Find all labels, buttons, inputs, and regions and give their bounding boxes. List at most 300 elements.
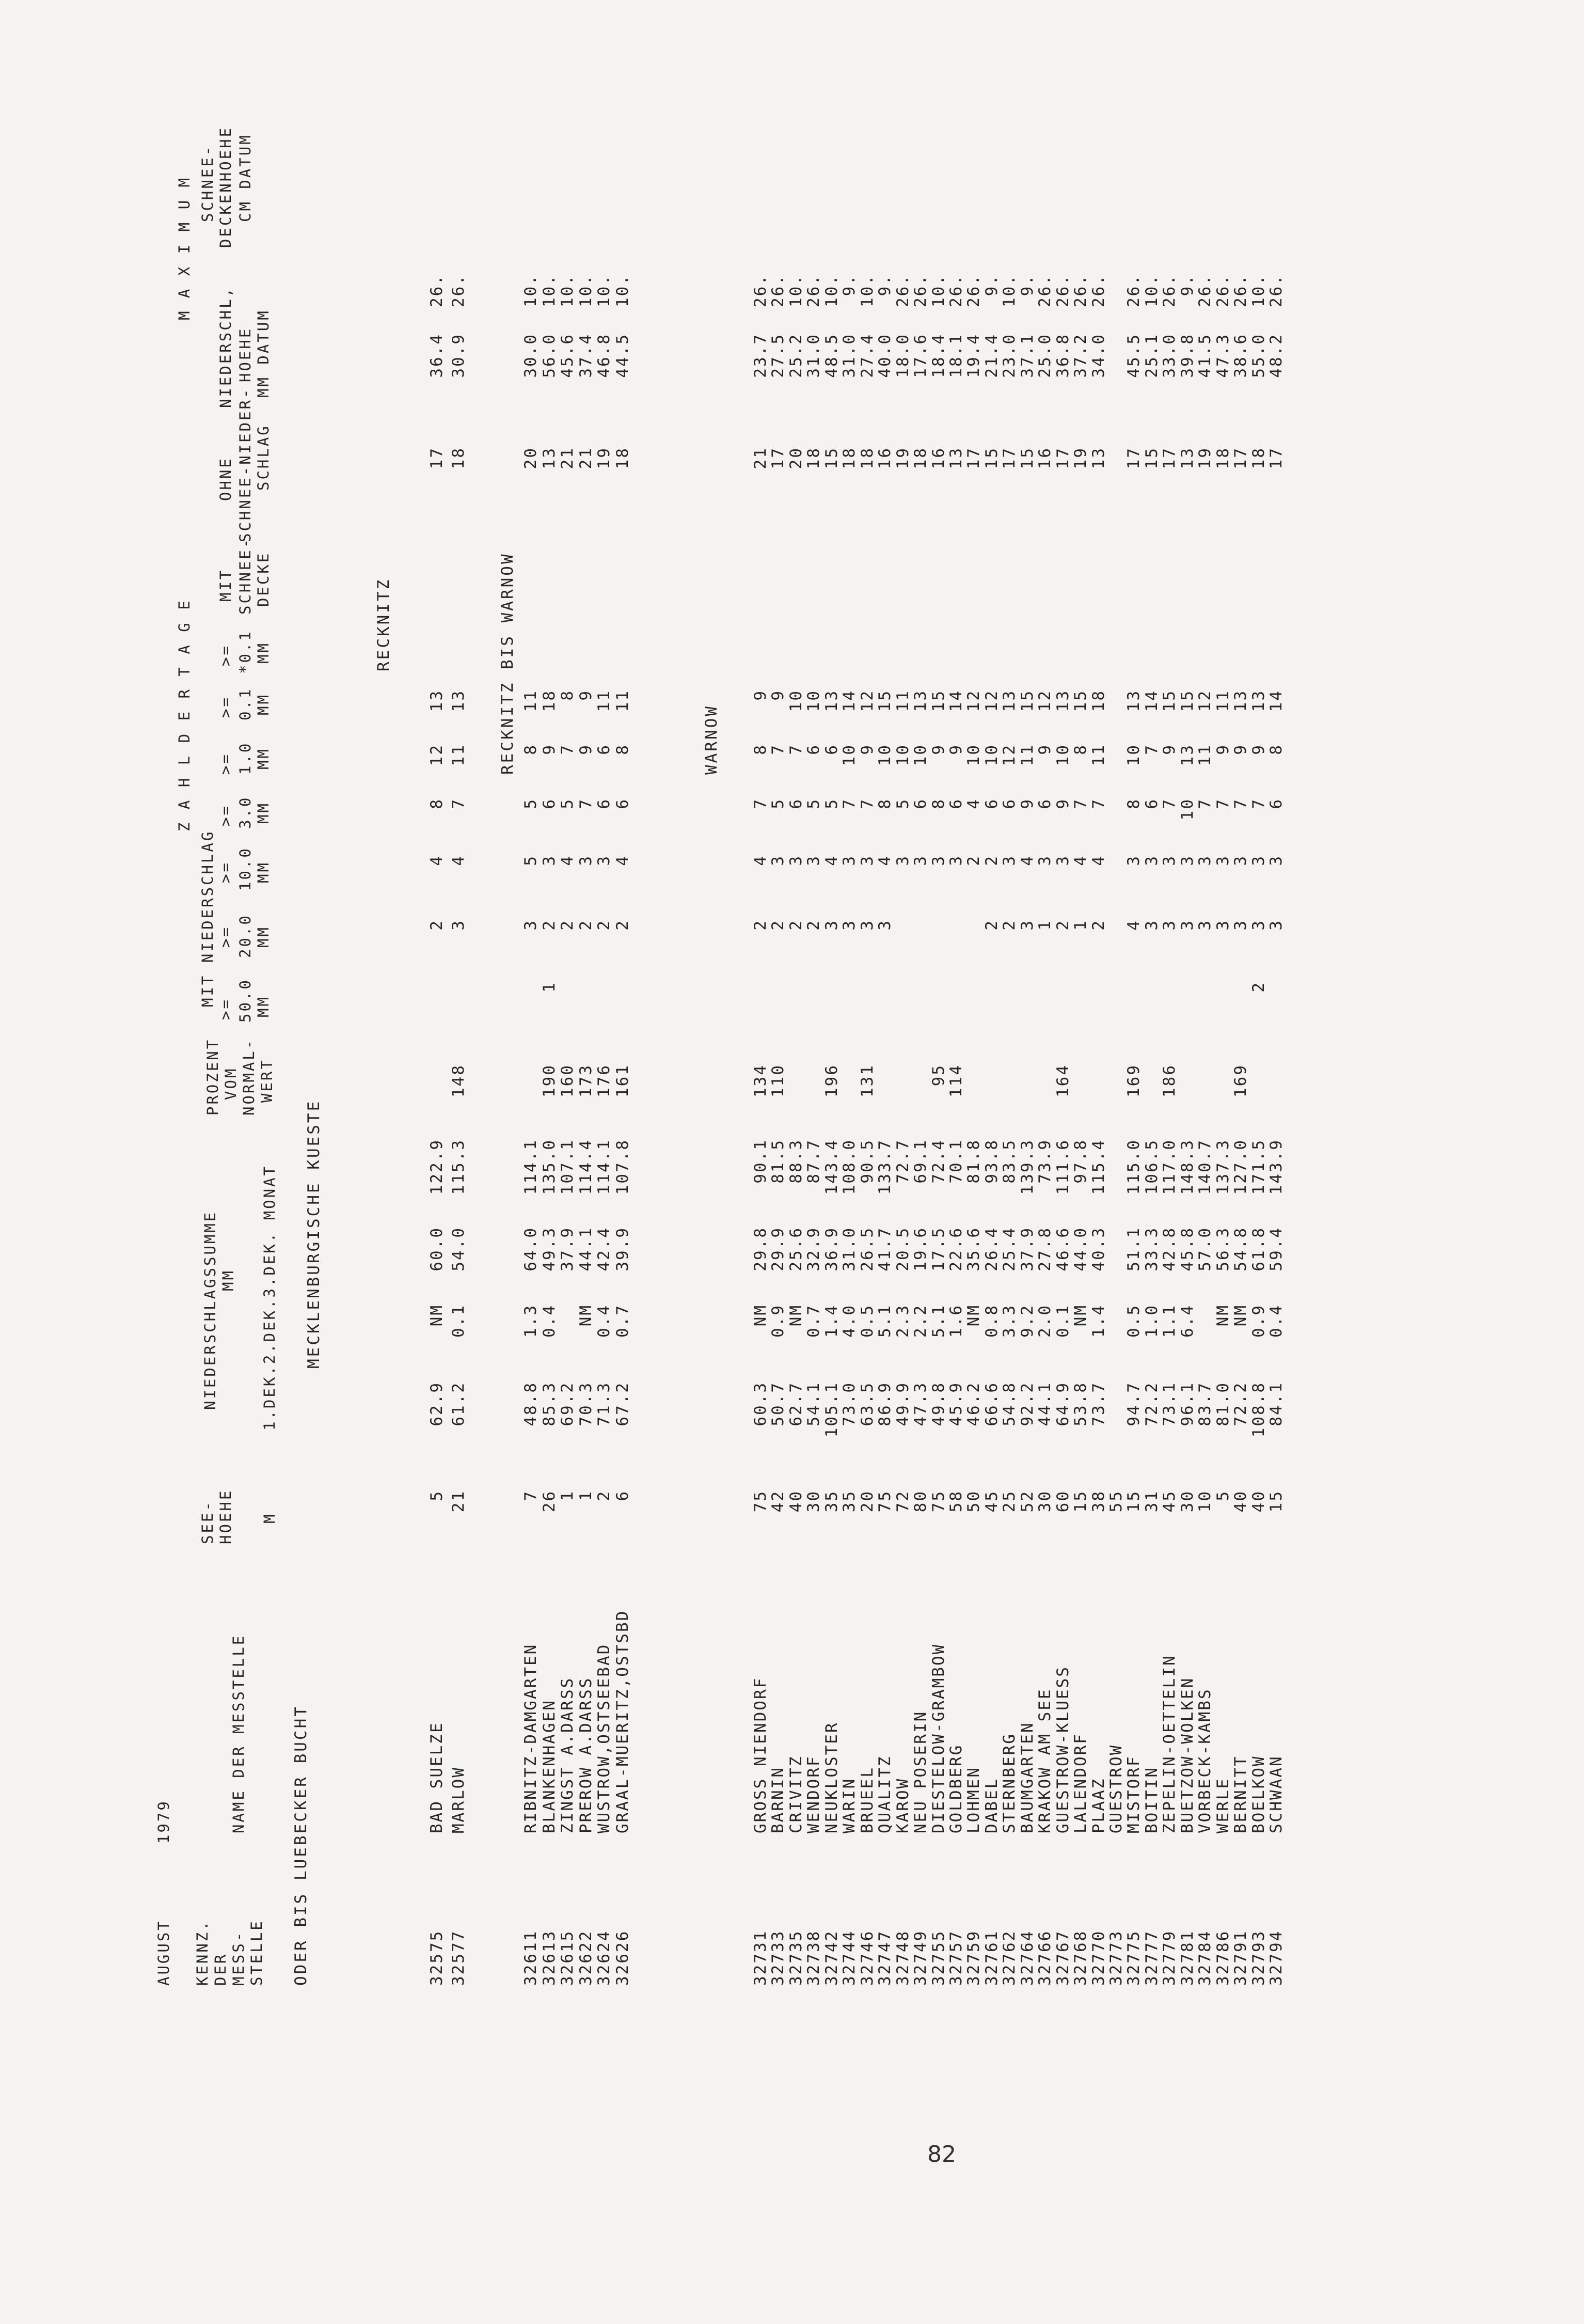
- station-datum: 10.: [540, 274, 559, 307]
- station-monat: 139.3: [1018, 1139, 1037, 1195]
- station-name: NEU POSERIN: [911, 1710, 930, 1833]
- station-hoehe: 15: [1071, 1490, 1090, 1513]
- station-d1: 83.7: [1196, 1381, 1215, 1426]
- station-ohne: 17: [1000, 447, 1019, 469]
- station-prozent: 110: [769, 1064, 788, 1097]
- station-maxmm: 45.5: [1124, 333, 1144, 378]
- station-monat: 70.1: [946, 1139, 965, 1184]
- station-prozent: 148: [449, 1064, 468, 1097]
- station-maxmm: 40.0: [876, 333, 895, 378]
- station-n01: 18: [540, 689, 559, 712]
- station-d3: 29.8: [751, 1227, 770, 1271]
- station-n10: 3: [911, 855, 930, 866]
- station-hoehe: 42: [769, 1490, 788, 1513]
- station-d2: 6.4: [1178, 1304, 1197, 1338]
- station-n1: 12: [1000, 744, 1019, 766]
- station-n10: 4: [876, 855, 895, 866]
- station-id: 32786: [1213, 1929, 1232, 1986]
- station-prozent: 160: [558, 1064, 577, 1097]
- station-name: SCHWAAN: [1267, 1755, 1286, 1833]
- station-n10: 2: [982, 855, 1001, 866]
- mit-niederschlag: MIT NIEDERSCHLAG: [199, 829, 216, 1007]
- col-kennz-3: MESS-: [230, 1930, 247, 1986]
- station-d3: 40.3: [1089, 1227, 1108, 1271]
- station-d3: 32.9: [804, 1227, 823, 1271]
- station-monat: 90.5: [858, 1139, 877, 1184]
- station-monat: 93.8: [982, 1139, 1001, 1184]
- station-n1: 10: [911, 744, 930, 766]
- station-datum: 26.: [1071, 274, 1090, 307]
- station-name: WARIN: [840, 1777, 859, 1833]
- station-monat: 135.0: [540, 1139, 559, 1195]
- station-id: 32733: [769, 1929, 788, 1986]
- station-d2: NM: [1231, 1304, 1250, 1327]
- station-n3: 6: [946, 798, 965, 809]
- station-d3: 29.9: [769, 1227, 788, 1271]
- thr-val-50: 50.0: [236, 978, 254, 1023]
- station-d1: 45.9: [946, 1381, 965, 1426]
- station-n10: 3: [1036, 855, 1055, 866]
- station-d2: 9.2: [1018, 1304, 1037, 1338]
- station-d2: 1.6: [946, 1304, 965, 1338]
- station-n1: 9: [540, 744, 559, 755]
- thr-unit-01: MM: [255, 693, 272, 715]
- station-datum: 9.: [840, 274, 859, 296]
- station-d2: 2.0: [1036, 1304, 1055, 1338]
- station-name: KRAKOW AM SEE: [1036, 1688, 1055, 1833]
- station-datum: 10.: [1142, 274, 1161, 307]
- station-n01: 11: [521, 689, 540, 712]
- station-maxmm: 36.4: [427, 333, 446, 378]
- station-maxmm: 41.5: [1196, 333, 1215, 378]
- station-maxmm: 38.6: [1231, 333, 1250, 378]
- station-datum: 26.: [1231, 274, 1250, 307]
- station-n20: 2: [786, 919, 805, 931]
- station-monat: 106.5: [1142, 1139, 1161, 1195]
- station-n1: 9: [1249, 744, 1268, 755]
- station-ohne: 16: [876, 447, 895, 469]
- station-prozent: 176: [595, 1064, 614, 1097]
- station-name: DIESTELOW-GRAMBOW: [929, 1643, 948, 1833]
- station-n20: 1: [1036, 919, 1055, 931]
- station-n3: 7: [1071, 798, 1090, 809]
- col-kennz-1: KENNZ.: [194, 1919, 211, 1986]
- station-maxmm: 21.4: [982, 333, 1001, 378]
- station-n20: 3: [1249, 919, 1268, 931]
- station-d3: 20.5: [893, 1227, 912, 1271]
- station-ohne: 17: [427, 447, 446, 469]
- station-n3: 6: [595, 798, 614, 809]
- station-prozent: 169: [1124, 1064, 1144, 1097]
- station-id: 32773: [1107, 1929, 1126, 1986]
- station-n3: 8: [876, 798, 895, 809]
- station-n01: 11: [595, 689, 614, 712]
- station-n3: 10: [1178, 798, 1197, 821]
- thr-val-01: 0.1: [236, 687, 254, 720]
- station-ohne: 19: [1196, 447, 1215, 469]
- station-name: RIBNITZ-DAMGARTEN: [521, 1643, 540, 1833]
- station-maxmm: 33.0: [1160, 333, 1179, 378]
- station-id: 32770: [1089, 1929, 1108, 1986]
- station-hoehe: 15: [1124, 1490, 1144, 1513]
- station-datum: 10.: [1249, 274, 1268, 307]
- station-prozent: 164: [1053, 1064, 1072, 1097]
- station-monat: 114.1: [521, 1139, 540, 1195]
- station-n20: 2: [613, 919, 632, 931]
- thr-unit-star: MM: [255, 641, 272, 664]
- station-monat: 117.0: [1160, 1139, 1179, 1195]
- station-n20: 3: [876, 919, 895, 931]
- station-id: 32761: [982, 1929, 1001, 1986]
- station-n10: 4: [1071, 855, 1090, 866]
- station-n1: 9: [576, 744, 595, 755]
- station-name: BAD SUELZE: [427, 1721, 446, 1833]
- station-n1: 10: [893, 744, 912, 766]
- station-d3: 39.9: [613, 1227, 632, 1271]
- niederschlag-unit: MM: [219, 1269, 237, 1291]
- station-hoehe: 10: [1196, 1490, 1215, 1513]
- station-n10: 4: [613, 855, 632, 866]
- station-maxmm: 18.1: [946, 333, 965, 378]
- station-n20: 3: [840, 919, 859, 931]
- station-maxmm: 27.5: [769, 333, 788, 378]
- station-monat: 114.4: [576, 1139, 595, 1195]
- station-n3: 7: [1089, 798, 1108, 809]
- mit-schnee-2: SCHNEE-: [236, 537, 254, 615]
- station-d2: 1.1: [1160, 1304, 1179, 1338]
- station-d1: 47.3: [911, 1381, 930, 1426]
- station-hoehe: 50: [964, 1490, 984, 1513]
- station-d3: 42.8: [1160, 1227, 1179, 1271]
- station-id: 32735: [786, 1929, 805, 1986]
- station-datum: 26.: [946, 274, 965, 307]
- station-d1: 49.8: [929, 1381, 948, 1426]
- station-n20: 2: [751, 919, 770, 931]
- station-d3: 31.0: [840, 1227, 859, 1271]
- station-datum: 26.: [449, 274, 468, 307]
- thr-sym-star: >=: [217, 644, 234, 666]
- station-id: 32755: [929, 1929, 948, 1986]
- station-datum: 26.: [893, 274, 912, 307]
- station-d2: 1.4: [1089, 1304, 1108, 1338]
- station-ohne: 15: [982, 447, 1001, 469]
- station-n10: 3: [769, 855, 788, 866]
- station-n3: 5: [521, 798, 540, 809]
- station-datum: 10.: [929, 274, 948, 307]
- station-name: KAROW: [893, 1777, 912, 1833]
- station-n10: 3: [1053, 855, 1072, 866]
- station-d2: NM: [751, 1304, 770, 1327]
- station-monat: 88.3: [786, 1139, 805, 1184]
- station-name: LOHMEN: [964, 1766, 984, 1833]
- station-d3: 27.8: [1036, 1227, 1055, 1271]
- station-name: GROSS NIENDORF: [751, 1676, 770, 1833]
- station-id: 32624: [595, 1929, 614, 1986]
- station-n10: 3: [786, 855, 805, 866]
- station-n1: 8: [1267, 744, 1286, 755]
- station-datum: 10.: [786, 274, 805, 307]
- station-ohne: 13: [1178, 447, 1197, 469]
- thr-unit-50: MM: [255, 995, 272, 1017]
- station-ohne: 13: [946, 447, 965, 469]
- station-n1: 7: [786, 744, 805, 755]
- station-n10: 3: [1267, 855, 1286, 866]
- station-name: CRIVITZ: [786, 1755, 805, 1833]
- station-maxmm: 39.8: [1178, 333, 1197, 378]
- station-ohne: 18: [1213, 447, 1232, 469]
- station-n01: 10: [804, 689, 823, 712]
- station-n01: 9: [769, 689, 788, 701]
- station-n3: 7: [858, 798, 877, 809]
- station-d3: 41.7: [876, 1227, 895, 1271]
- station-n01: 13: [1000, 689, 1019, 712]
- station-name: GOLDBERG: [946, 1744, 965, 1833]
- station-n01: 14: [946, 689, 965, 712]
- station-d1: 73.0: [840, 1381, 859, 1426]
- station-n01: 11: [893, 689, 912, 712]
- station-hoehe: 5: [1213, 1490, 1232, 1501]
- station-n1: 8: [521, 744, 540, 755]
- col-kennz-4: STELLE: [248, 1919, 265, 1986]
- station-n1: 10: [876, 744, 895, 766]
- station-maxmm: 23.7: [751, 333, 770, 378]
- station-hoehe: 15: [1267, 1490, 1286, 1513]
- station-name: ZINGST A.DARSS: [558, 1676, 577, 1833]
- report-month: AUGUST: [155, 1919, 172, 1986]
- station-monat: 133.7: [876, 1139, 895, 1195]
- station-d3: 60.0: [427, 1227, 446, 1271]
- station-d2: 0.9: [1249, 1304, 1268, 1338]
- station-hoehe: 31: [1142, 1490, 1161, 1513]
- station-id: 32764: [1018, 1929, 1037, 1986]
- station-d2: NM: [964, 1304, 984, 1327]
- station-n10: 3: [804, 855, 823, 866]
- station-d3: 26.4: [982, 1227, 1001, 1271]
- station-d2: 2.2: [911, 1304, 930, 1338]
- station-datum: 9.: [1018, 274, 1037, 296]
- station-maxmm: 17.6: [911, 333, 930, 378]
- prozent-4: WERT: [258, 1058, 276, 1103]
- station-hoehe: 75: [929, 1490, 948, 1513]
- station-n10: 4: [449, 855, 468, 866]
- station-name: BUETZOW-WOLKEN: [1178, 1676, 1197, 1833]
- station-datum: 10.: [822, 274, 841, 307]
- station-d1: 60.3: [751, 1381, 770, 1426]
- station-monat: 107.8: [613, 1139, 632, 1195]
- station-d2: 0.9: [769, 1304, 788, 1338]
- station-d1: 62.7: [786, 1381, 805, 1426]
- station-n10: 3: [946, 855, 965, 866]
- section-warnow: WARNOW: [702, 704, 721, 775]
- station-n10: 3: [1124, 855, 1144, 866]
- station-n1: 13: [1178, 744, 1197, 766]
- station-hoehe: 52: [1018, 1490, 1037, 1513]
- station-d1: 61.2: [449, 1381, 468, 1426]
- station-datum: 26.: [804, 274, 823, 307]
- station-n3: 6: [613, 798, 632, 809]
- station-datum: 26.: [751, 274, 770, 307]
- station-prozent: 114: [946, 1064, 965, 1097]
- station-n1: 9: [1036, 744, 1055, 755]
- station-monat: 115.0: [1124, 1139, 1144, 1195]
- station-id: 32749: [911, 1929, 930, 1986]
- section-oder: ODER BIS LUEBECKER BUCHT: [292, 1705, 310, 1986]
- station-hoehe: 20: [858, 1490, 877, 1513]
- station-d2: NM: [1071, 1304, 1090, 1327]
- station-d1: 108.8: [1249, 1381, 1268, 1438]
- station-name: LALENDORF: [1071, 1733, 1090, 1833]
- station-d1: 44.1: [1036, 1381, 1055, 1426]
- station-d3: 25.6: [786, 1227, 805, 1271]
- station-n01: 9: [751, 689, 770, 701]
- station-hoehe: 7: [521, 1490, 540, 1501]
- station-hoehe: 6: [613, 1490, 632, 1501]
- max-nieder-1: NIEDERSCHL,: [217, 286, 234, 408]
- station-d2: 0.1: [1053, 1304, 1072, 1338]
- station-name: VORBECK-KAMBS: [1196, 1688, 1215, 1833]
- station-ohne: 20: [521, 447, 540, 469]
- station-ohne: 15: [1142, 447, 1161, 469]
- station-prozent: 131: [858, 1064, 877, 1097]
- prozent-2: VOM: [222, 1066, 240, 1100]
- station-monat: 143.9: [1267, 1139, 1286, 1195]
- station-d3: 42.4: [595, 1227, 614, 1271]
- station-d3: 22.6: [946, 1227, 965, 1271]
- station-monat: 122.9: [427, 1139, 446, 1195]
- station-name: GUESTROW-KLUESS: [1053, 1666, 1072, 1833]
- station-name: WUSTROW,OSTSEEBAD: [595, 1643, 614, 1833]
- station-datum: 10.: [613, 274, 632, 307]
- station-id: 32577: [449, 1929, 468, 1986]
- station-n01: 8: [558, 689, 577, 701]
- station-prozent: 196: [822, 1064, 841, 1097]
- station-datum: 26.: [1196, 274, 1215, 307]
- max-schnee-1: SCHNEE-: [199, 144, 216, 222]
- station-monat: 140.7: [1196, 1139, 1215, 1195]
- station-id: 32768: [1071, 1929, 1090, 1986]
- station-monat: 90.1: [751, 1139, 770, 1184]
- station-name: WENDORF: [804, 1755, 823, 1833]
- station-ohne: 17: [1231, 447, 1250, 469]
- station-d2: 0.5: [1124, 1304, 1144, 1338]
- station-n3: 6: [982, 798, 1001, 809]
- station-d3: 44.0: [1071, 1227, 1090, 1271]
- station-monat: 87.7: [804, 1139, 823, 1184]
- station-n1: 7: [558, 744, 577, 755]
- thr-sym-01: >=: [217, 696, 234, 718]
- station-ohne: 18: [840, 447, 859, 469]
- niederschlag-cols: 1.DEK.2.DEK.3.DEK. MONAT: [261, 1164, 278, 1431]
- thr-sym-3: >=: [217, 804, 234, 826]
- station-d2: 1.3: [521, 1304, 540, 1338]
- station-n3: 6: [786, 798, 805, 809]
- station-hoehe: 38: [1089, 1490, 1108, 1513]
- station-id: 32747: [876, 1929, 895, 1986]
- station-datum: 26.: [1124, 274, 1144, 307]
- station-id: 32759: [964, 1929, 984, 1986]
- station-n1: 9: [929, 744, 948, 755]
- station-id: 32762: [1000, 1929, 1019, 1986]
- station-maxmm: 30.0: [521, 333, 540, 378]
- station-hoehe: 72: [893, 1490, 912, 1513]
- station-d1: 70.3: [576, 1381, 595, 1426]
- station-ohne: 19: [595, 447, 614, 469]
- station-d1: 96.1: [1178, 1381, 1197, 1426]
- station-n10: 3: [1178, 855, 1197, 866]
- station-n3: 7: [840, 798, 859, 809]
- thr-sym-1: >=: [217, 752, 234, 775]
- station-ohne: 21: [751, 447, 770, 469]
- station-id: 32575: [427, 1929, 446, 1986]
- station-n3: 5: [893, 798, 912, 809]
- station-n10: 4: [751, 855, 770, 866]
- station-n1: 11: [1018, 744, 1037, 766]
- station-n1: 7: [769, 744, 788, 755]
- max-schnee-2: DECKENHOEHE: [217, 125, 234, 248]
- station-maxmm: 48.5: [822, 333, 841, 378]
- station-n01: 11: [613, 689, 632, 712]
- station-ohne: 13: [1089, 447, 1108, 469]
- station-hoehe: 35: [840, 1490, 859, 1513]
- station-name: NEUKLOSTER: [822, 1721, 841, 1833]
- station-n50: 2: [1249, 981, 1268, 993]
- station-name: PREROW A.DARSS: [576, 1676, 595, 1833]
- station-ohne: 21: [558, 447, 577, 469]
- rotated-table: [0, 5, 1549, 2102]
- station-n3: 5: [769, 798, 788, 809]
- station-n10: 4: [822, 855, 841, 866]
- prozent-3: NORMAL-: [240, 1038, 258, 1116]
- station-n01: 12: [1036, 689, 1055, 712]
- station-name: BRUEEL: [858, 1766, 877, 1833]
- station-d1: 50.7: [769, 1381, 788, 1426]
- station-n3: 6: [1142, 798, 1161, 809]
- station-n20: 3: [1160, 919, 1179, 931]
- station-name: MISTORF: [1124, 1755, 1144, 1833]
- col-kennz-2: DER: [212, 1952, 229, 1986]
- station-n1: 12: [427, 744, 446, 766]
- station-d3: 33.3: [1142, 1227, 1161, 1271]
- station-d1: 63.5: [858, 1381, 877, 1426]
- station-datum: 10.: [1000, 274, 1019, 307]
- station-d2: 5.1: [929, 1304, 948, 1338]
- station-ohne: 17: [1160, 447, 1179, 469]
- station-n10: 4: [558, 855, 577, 866]
- station-hoehe: 55: [1107, 1490, 1126, 1513]
- station-n3: 7: [1249, 798, 1268, 809]
- station-d2: 3.3: [1000, 1304, 1019, 1338]
- station-ohne: 17: [769, 447, 788, 469]
- thr-sym-50: >=: [217, 998, 234, 1020]
- station-d2: 0.1: [449, 1304, 468, 1338]
- station-d3: 59.4: [1267, 1227, 1286, 1271]
- station-n3: 9: [1053, 798, 1072, 809]
- station-n20: 3: [1213, 919, 1232, 931]
- station-n20: 2: [982, 919, 1001, 931]
- mit-schnee-1: MIT: [217, 568, 234, 602]
- station-d1: 62.9: [427, 1381, 446, 1426]
- station-monat: 108.0: [840, 1139, 859, 1195]
- station-d3: 44.1: [576, 1227, 595, 1271]
- station-monat: 171.5: [1249, 1139, 1268, 1195]
- station-n20: 2: [769, 919, 788, 931]
- station-d3: 46.6: [1053, 1227, 1072, 1271]
- station-n10: 3: [1213, 855, 1232, 866]
- station-d2: 0.7: [613, 1304, 632, 1338]
- station-d3: 45.8: [1178, 1227, 1197, 1271]
- station-prozent: 173: [576, 1064, 595, 1097]
- station-n01: 13: [822, 689, 841, 712]
